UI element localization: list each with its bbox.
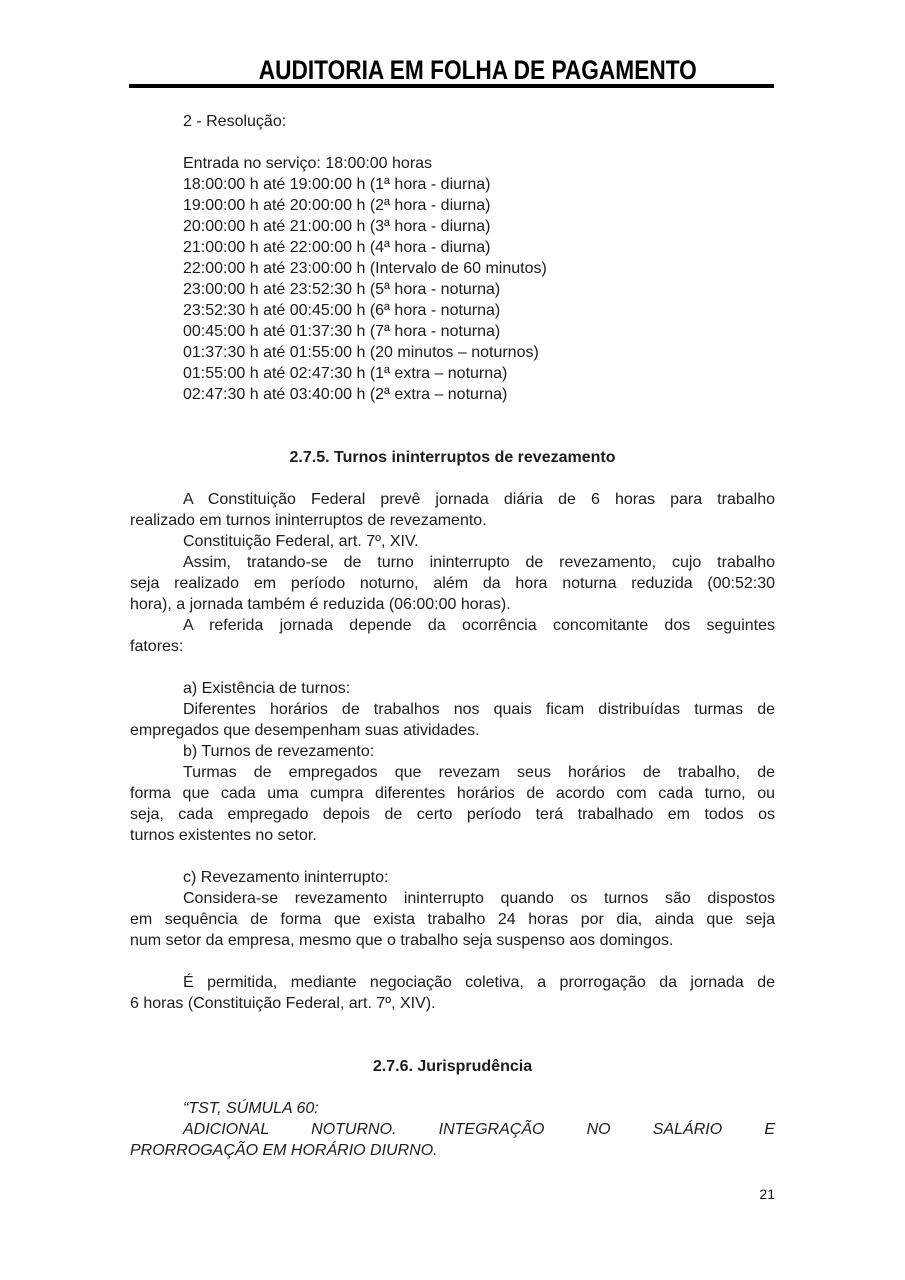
paragraph: [130, 552, 775, 615]
schedule-line: 02:47:30 h até 03:40:00 h (2ª extra – noturna): [183, 386, 508, 403]
page-title: AUDITORIA EM FOLHA DE PAGAMENTO: [258, 55, 697, 85]
text-line: “TST, SÚMULA 60:: [183, 1100, 319, 1117]
text-line: seja, cada empregado depois de certo período terá trabalhado em todos os: [130, 806, 775, 823]
text-line: A referida jornada depende da ocorrência concomitante dos seguintes: [183, 617, 775, 634]
citation-line: Constituição Federal, art. 7º, XIV.: [183, 533, 419, 550]
schedule-line: 20:00:00 h até 21:00:00 h (3ª hora - diurna): [183, 218, 491, 235]
schedule-line: 22:00:00 h até 23:00:00 h (Intervalo de 60 minutos): [183, 260, 547, 277]
text-line: seja realizado em período noturno, além da hora noturna reduzida (00:52:30: [130, 575, 775, 592]
text-line: Considera-se revezamento ininterrupto quando os turnos são dispostos: [183, 890, 775, 907]
schedule-entry-line: Entrada no serviço: 18:00:00 horas: [183, 155, 433, 172]
schedule-block: [130, 153, 775, 405]
text-line: Diferentes horários de trabalhos nos quais ficam distribuídas turmas de: [183, 701, 775, 718]
text-line: É permitida, mediante negociação coletiva, a prorrogação da jornada de: [183, 974, 775, 991]
text-line: realizado em turnos ininterruptos de revezamento.: [130, 512, 487, 529]
schedule-line: 01:55:00 h até 02:47:30 h (1ª extra – noturna): [183, 365, 508, 382]
factor-a-title: a) Existência de turnos:: [183, 680, 351, 697]
page-body: [130, 0, 775, 1161]
schedule-line: 19:00:00 h até 20:00:00 h (2ª hora - diurna): [183, 197, 491, 214]
schedule-line: 21:00:00 h até 22:00:00 h (4ª hora - diurna): [183, 239, 491, 256]
text-line: hora), a jornada também é reduzida (06:00:00 horas).: [130, 596, 511, 613]
text-line: 6 horas (Constituição Federal, art. 7º, XIV).: [130, 995, 436, 1012]
page-number: 21: [759, 1186, 775, 1202]
paragraph: [130, 972, 775, 1014]
section-heading-275: 2.7.5. Turnos ininterruptos de revezamento: [289, 449, 616, 466]
paragraph: [130, 762, 775, 846]
resolution-label: 2 - Resolução:: [183, 113, 287, 130]
schedule-line: 01:37:30 h até 01:55:00 h (20 minutos – noturnos): [183, 344, 539, 361]
text-line: empregados que desempenham suas atividades.: [130, 722, 480, 739]
section-heading-276: 2.7.6. Jurisprudência: [372, 1058, 533, 1075]
text-line: Turmas de empregados que revezam seus horários de trabalho, de: [183, 764, 775, 781]
text-line: PRORROGAÇÃO EM HORÁRIO DIURNO.: [130, 1142, 438, 1159]
text-line: ADICIONAL NOTURNO. INTEGRAÇÃO NO SALÁRIO E: [183, 1121, 775, 1138]
paragraph: [130, 489, 775, 531]
text-line: A Constituição Federal prevê jornada diária de 6 horas para trabalho: [183, 491, 775, 508]
schedule-line: 18:00:00 h até 19:00:00 h (1ª hora - diurna): [183, 176, 491, 193]
text-line: forma que cada uma cumpra diferentes horários de acordo com cada turno, ou: [130, 785, 775, 802]
factor-b-title: b) Turnos de revezamento:: [183, 743, 375, 760]
paragraph: [130, 699, 775, 741]
schedule-line: 00:45:00 h até 01:37:30 h (7ª hora - noturna): [183, 323, 501, 340]
text-line: fatores:: [130, 638, 184, 655]
paragraph: [130, 615, 775, 657]
text-line: Assim, tratando-se de turno ininterrupto de revezamento, cujo trabalho: [183, 554, 775, 571]
text-line: turnos existentes no setor.: [130, 827, 317, 844]
text-line: num setor da empresa, mesmo que o trabalho seja suspenso aos domingos.: [130, 932, 674, 949]
factor-c-title: c) Revezamento ininterrupto:: [183, 869, 389, 886]
text-line: em sequência de forma que exista trabalho 24 horas por dia, ainda que seja: [130, 911, 775, 928]
schedule-line: 23:52:30 h até 00:45:00 h (6ª hora - noturna): [183, 302, 501, 319]
paragraph: [130, 888, 775, 951]
schedule-line: 23:00:00 h até 23:52:30 h (5ª hora - noturna): [183, 281, 501, 298]
jurisprudence-quote: [130, 1098, 775, 1161]
